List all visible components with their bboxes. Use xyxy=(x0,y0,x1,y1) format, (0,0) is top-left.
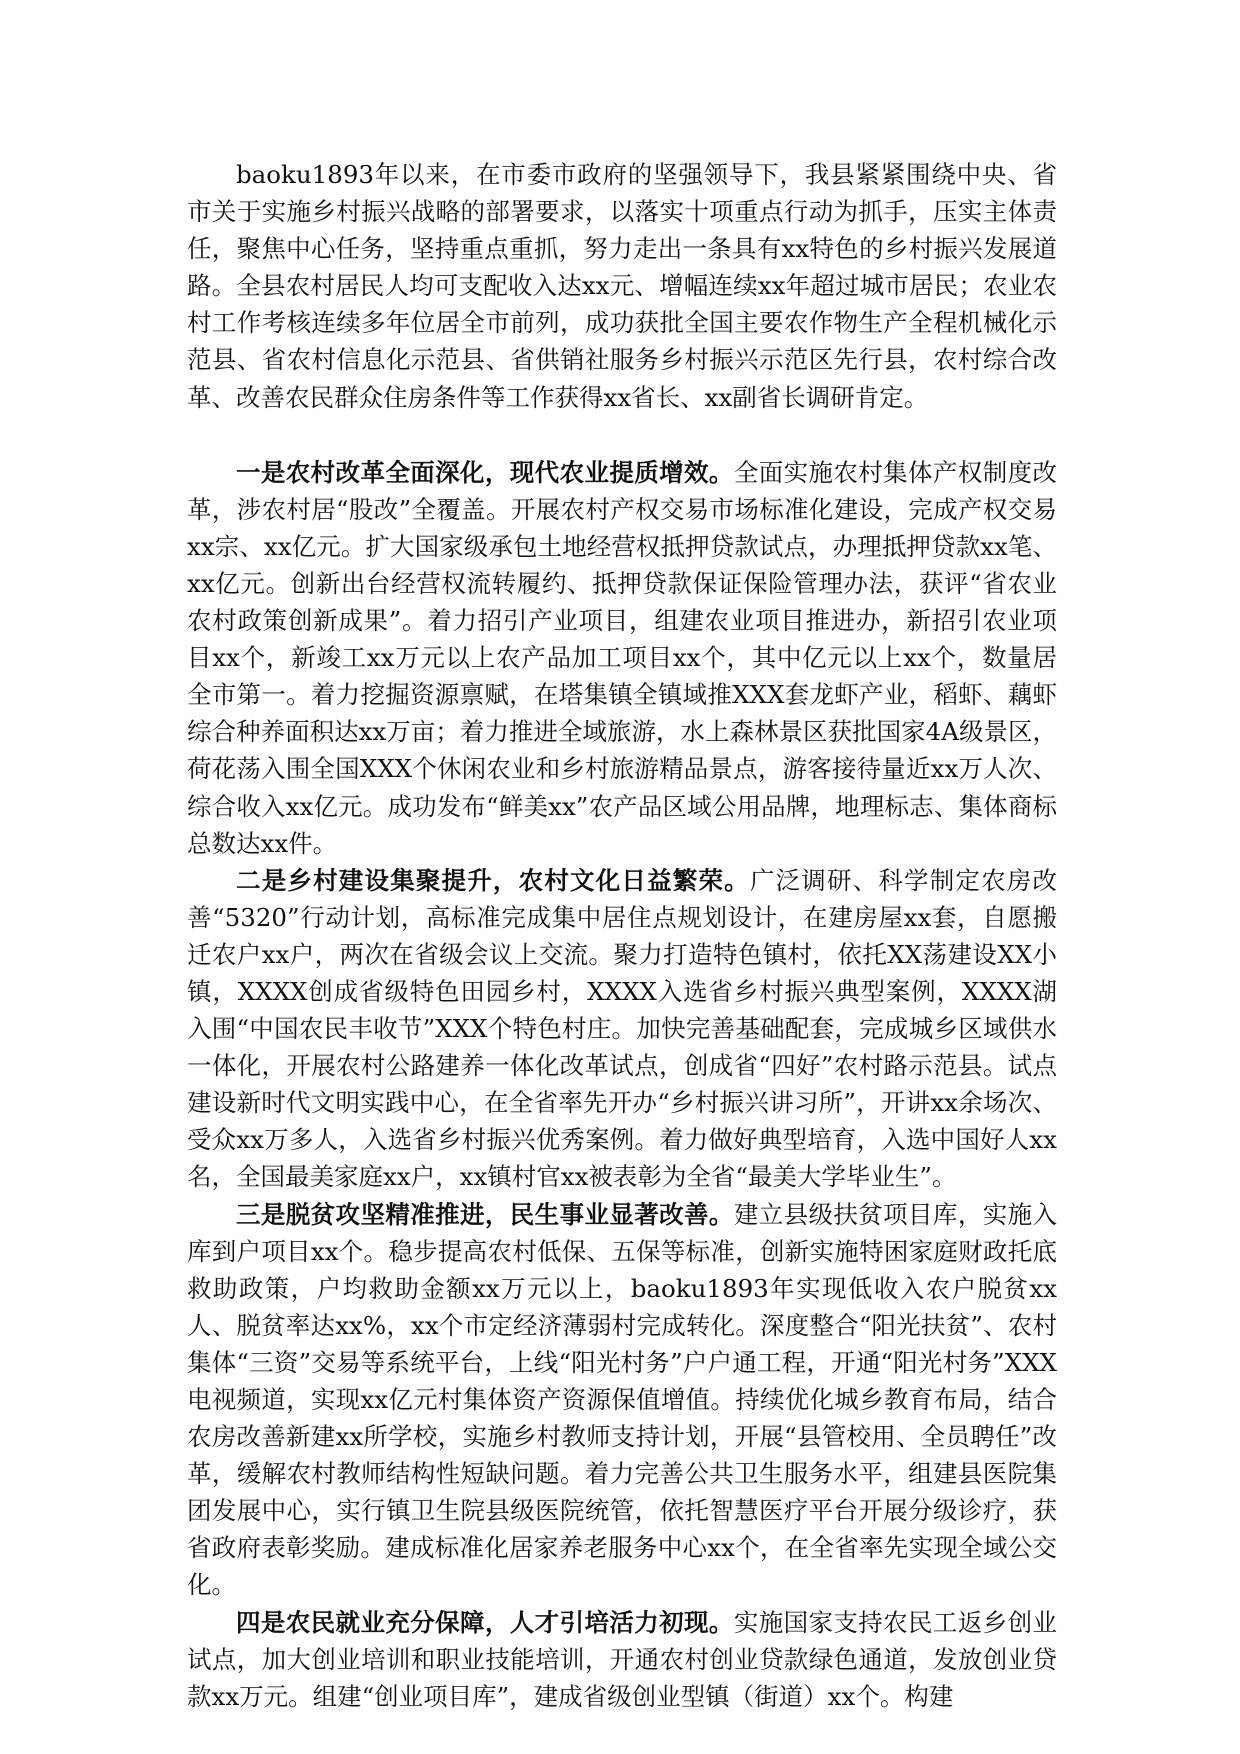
section-heading: 三是脱贫攻坚精准推进，民生事业显著改善。 xyxy=(236,1199,734,1229)
section-employment xyxy=(187,1604,1057,1715)
section-heading: 四是农民就业充分保障，人才引培活力初现。 xyxy=(236,1607,734,1637)
intro-paragraph: baoku1893年以来，在市委市政府的坚强领导下，我县紧紧围绕中央、省市关于实施乡村振兴战略的部署要求，以落实十项重点行动为抓手，压实主体责任，聚焦中心任务，坚持重点重抓，努力走出一条具有xx特色的乡村振兴发展道路。全县农村居民人均可支配收入达xx元、增幅连续xx年超过城市居民；农业农村工作考核连续多年位居全市前列，成功获批全国主要农作物生产全程机械化示范县、省农村信息化示范县、省供销社服务乡村振兴示范区先行县，农村综合改革、改善农民群众住房条件等工作获得xx省长、xx副省长调研肯定。 xyxy=(187,160,1057,412)
section-body: 实施国家支持农民工返乡创业试点，加大创业培训和职业技能培训，开通农村创业贷款绿色通道，发放创业贷款xx万元。组建“创业项目库”，建成省级创业型镇（街道）xx个。构建 xyxy=(187,1607,1057,1711)
section-body: 建立县级扶贫项目库，实施入库到户项目xx个。稳步提高农村低保、五保等标准，创新实施特困家庭财政托底救助政策，户均救助金额xx万元以上，baoku1893年实现低收入农户脱贫xx人、脱贫率达xx%，xx个市定经济薄弱村完成转化。深度整合“阳光扶贫”、农村集体“三资”交易等系统平台，上线“阳光村务”户户通工程，开通“阳光村务”XXX电视频道，实现xx亿元村集体资产资源保值增值。持续优化城乡教育布局，结合农房改善新建xx所学校，实施乡村教师支持计划，开展“县管校用、全员聘任”改革，缓解农村教师结构性短缺问题。着力完善公共卫生服务水平，组建县医院集团发展中心，实行镇卫生院县级医院统管，依托智慧医疗平台开展分级诊疗，获省政府表彰奖励。建成标准化居家养老服务中心xx个，在全省率先实现全域公交化。 xyxy=(187,1199,1057,1600)
section-heading: 二是乡村建设集聚提升，农村文化日益繁荣。 xyxy=(236,865,750,895)
section-heading: 一是农村改革全面深化，现代农业提质增效。 xyxy=(236,457,734,487)
section-rural-construction xyxy=(187,862,1057,1196)
section-rural-reform xyxy=(187,454,1057,862)
section-poverty-alleviation xyxy=(187,1196,1057,1604)
section-body: 全面实施农村集体产权制度改革，涉农村居“股改”全覆盖。开展农村产权交易市场标准化建设，完成产权交易xx宗、xx亿元。扩大国家级承包土地经营权抵押贷款试点，办理抵押贷款xx笔、xx亿元。创新出台经营权流转履约、抵押贷款保证保险管理办法，获评“省农业农村政策创新成果”。着力招引产业项目，组建农业项目推进办，新招引农业项目xx个，新竣工xx万元以上农产品加工项目xx个，其中亿元以上xx个，数量居全市第一。着力挖掘资源禀赋，在塔集镇全镇域推XXX套龙虾产业，稻虾、藕虾综合种养面积达xx万亩；着力推进全域旅游，水上森林景区获批国家4A级景区，荷花荡入围全国XXX个休闲农业和乡村旅游精品景点，游客接待量近xx万人次、综合收入xx亿元。成功发布“鲜美xx”农产品区域公用品牌，地理标志、集体商标总数达xx件。 xyxy=(187,457,1057,858)
document-page xyxy=(187,156,1057,1715)
section-body: 广泛调研、科学制定农房改善“5320”行动计划，高标准完成集中居住点规划设计，在建房屋xx套，自愿搬迁农户xx户，两次在省级会议上交流。聚力打造特色镇村，依托XX荡建设XX小镇，XXXX创成省级特色田园乡村，XXXX入选省乡村振兴典型案例，XXXX湖入围“中国农民丰收节”XXX个特色村庄。加快完善基础配套，完成城乡区域供水一体化，开展农村公路建养一体化改革试点，创成省“四好”农村路示范县。试点建设新时代文明实践中心，在全省率先开办“乡村振兴讲习所”，开讲xx余场次、受众xx万多人，入选省乡村振兴优秀案例。着力做好典型培育，入选中国好人xx名，全国最美家庭xx户，xx镇村官xx被表彰为全省“最美大学毕业生”。 xyxy=(187,865,1058,1192)
